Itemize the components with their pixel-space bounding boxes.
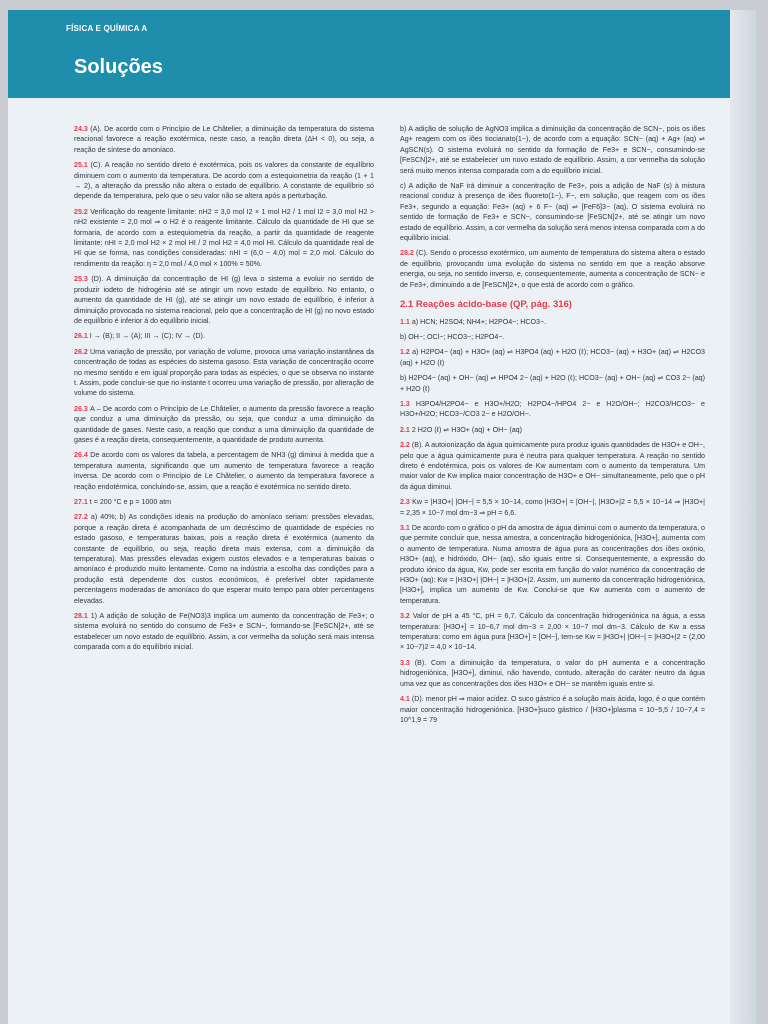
question-number: 1.2: [400, 348, 413, 357]
answer-text: Kw = |H3O+| |OH−| = 5,5 × 10−14, como |H3O+| = |OH−|, |H3O+|2 = 5,5 × 10−14 ⇒ |H3O+| = 2,35 × 10−7 mol dm−3 ⇒ pH = 6,6.: [400, 498, 705, 517]
page-edge: [730, 10, 756, 1024]
answer-text: Verificação do reagente limitante: nH2 = 3,0 mol I2 × 1 mol H2 / 1 mol I2 = 3,0 mol H2 > nH2 existente = 2,0 mol ⇒ o H2 é o reagente limitante. Cálculo da quantidade de HI que se formaria, de acordo com a estequiometria da reação, a partir da quantidade de reagente limitante: nHI = 2,0 mol H2 × 2 mol HI / 2 mol H2 = 4,0 mol HI. Cálculo da quantidade real de HI que se forma, nas condições consideradas: nHI = (6,0 − 4,0) mol = 2,0 mol. Cálculo do rendimento da reação: η = 2,0 mol / 4,0 mol × 100% = 50%.: [74, 207, 374, 268]
answer-paragraph: [400, 611, 705, 653]
answer-paragraph: [74, 124, 374, 155]
answer-text: 2 H2O (ℓ) ⇌ H3O+ (aq) + OH− (aq): [411, 425, 522, 434]
answer-paragraph: [74, 450, 374, 492]
answer-text: I → (B); II → (A); III → (C); IV → (D).: [89, 332, 205, 341]
question-number: 25.2: [74, 207, 91, 216]
answer-paragraph: [74, 497, 374, 507]
answer-text: De acordo com o gráfico o pH da amostra de água diminui com o aumento da temperatura, o que permite concluir que, nessa amostra, a concentração hidrogeniónica, [H3O+], aumenta com o aumento de temperatura. Numa amostra de água pura as concentrações dos iões oxónio, H3O+ (aq), e hidróxido, OH− (aq), são iguais entre si. Consequentemente, a expressão do produto iónico da água, Kw, pode ser escrita em função do valor numérico da concentração de H3O+ (aq): Kw = |H3O+| |OH−| = |H3O+|2. Assim, um aumento da concentração hidrogeniónica, [H3O+], implica um aumento de Kw. Conclui-se que Kw aumenta com o aumento de temperatura.: [400, 524, 705, 605]
answer-text: b) A adição de solução de AgNO3 implica a diminuição da concentração de SCN−, pois os iões Ag+ reagem com os iões tiocianato(1−), de acordo com a equação: SCN− (aq) + Ag+ (aq) ⇌ AgSCN(s). O sistema evoluirá no sentido da formação de Fe3+ e SCN−, consumindo-se [FeSCN]2+, até se estabelecer um novo estado de equilíbrio. Assim, a cor vermelha da solução será muito menos intensa comparada com a do equilíbrio inicial.: [400, 125, 705, 175]
answer-text: (D). menor pH ⇒ maior acidez. O suco gástrico é a solução mais ácida, logo, é o que contém maior concentração hidrogeniónica. [H3O+]suco gástrico / [H3O+]plasma = 10−5,5 / 10−7,4 = 10^1,9 = 79: [400, 695, 705, 724]
question-number: 25.3: [74, 275, 92, 284]
question-number: 24.3: [74, 125, 91, 133]
answer-text: Valor de pH a 45 °C, pH = 6,7. Cálculo da concentração hidrogeniónica na água, a essa temperatura: [H3O+] = 10−6,7 mol dm−3 = 2,00 × 10−7 mol dm−3. Cálculo de Kw a essa temperatura: como em água pura [H3O+] = [OH−], tem-se Kw = |H3O+| |OH−| = |H3O+|2 = (2,00 × 10−7)2 = 4,0 × 10−14.: [400, 612, 705, 652]
answer-paragraph: [400, 399, 705, 420]
question-number: 2.1: [400, 425, 412, 434]
answer-text: De acordo com os valores da tabela, a percentagem de NH3 (g) diminui à medida que a temperatura aumenta, significando que um aumento de temperatura favorece a reação inversa. De acordo com o Princípio de Le Châtelier, o aumento da temperatura favorece a reação endotérmica, concluindo-se, assim, que a reação é exotérmica no sentido direto.: [74, 451, 374, 491]
section-heading: 2.1 Reações ácido-base (QP, pág. 316): [400, 299, 572, 311]
right-column: [400, 124, 705, 730]
answer-paragraph: [74, 611, 374, 653]
answer-paragraph: [400, 425, 705, 435]
answer-paragraph: [400, 658, 705, 689]
answer-paragraph: [74, 207, 374, 269]
answer-text: Uma variação de pressão, por variação de volume, provoca uma variação instantânea da concentração de todas as espécies do sistema gasoso. Esta variação de concentração ocorre no mesmo sentido e em igual proporção para todas as espécies, o que se observa no instante t. Assim, pode concluir-se que no instante t ocorreu uma variação de pressão, por alteração de volume do sistema.: [74, 347, 374, 398]
answer-text: (B). Com a diminuição da temperatura, o valor do pH aumenta e a concentração hidrogeniónica, [H3O+], diminui, não havendo, contudo, alteração do caráter neutro da água uma vez que as concentrações dos iões H3O+ e OH− se mantêm iguais entre si.: [400, 658, 705, 688]
answer-paragraph: [400, 181, 705, 243]
answer-text: b) OH−; OCl−; HCO3−; H2PO4−.: [400, 332, 505, 341]
answer-paragraph: [400, 373, 705, 394]
question-number: 26.2: [74, 347, 91, 356]
question-number: 2.2: [400, 441, 412, 450]
question-number: 28.1: [74, 612, 91, 621]
answer-text: A – De acordo com o Princípio de Le Châtelier, o aumento da pressão favorece a reação que conduz a uma diminuição da pressão, ou seja, que conduz a uma diminuição da quantidade de gases. Neste caso, a reação que conduz a uma diminuição da quantidade de gases é a reação direta, consequentemente, a quantidade de produto aumenta.: [74, 404, 375, 444]
answer-paragraph: [400, 332, 705, 342]
page-title: Soluções: [74, 56, 163, 78]
answer-text: (C). A reação no sentido direto é exotérmica, pois os valores da constante de equilíbrio diminuem com o aumento da temperatura. De acordo com a estequiometria da reação (1 + 1 → 2), a alteração da pressão não altera o estado de equilíbrio. A constante de equilíbrio só depende da temperatura, pelo que o seu valor não se altera após a perturbação.: [74, 161, 375, 201]
answer-paragraph: [74, 331, 374, 341]
answer-text: H3PO4/H2PO4− e H3O+/H2O; H2PO4−/HPO4 2− e H2O/OH−; H2CO3/HCO3− e H3O+/H2O; HCO3−/CO3 2− e H2O/OH−.: [400, 399, 705, 419]
question-number: 4.1: [400, 695, 412, 704]
answer-text: (C). Sendo o processo exotérmico, um aumento de temperatura do sistema altera o estado de equilíbrio, provocando uma evolução do sistema no sentido em que a reação absorve energia, ou seja, no sentido inverso, e, consequentemente, aumenta a concentração de SCN− e de Fe3+, diminuindo a de [FeSCN]2+, o que está de acordo com o gráfico.: [400, 249, 706, 289]
answer-paragraph: [400, 347, 705, 368]
answer-paragraph: [74, 160, 374, 202]
question-number: 3.2: [400, 612, 413, 621]
answer-text: b) H2PO4− (aq) + OH− (aq) ⇌ HPO4 2− (aq) + H2O (ℓ); HCO3− (aq) + OH− (aq) ⇌ CO3 2− (aq) + H2O (ℓ): [400, 374, 705, 393]
question-number: 3.3: [400, 658, 415, 667]
answer-paragraph: [400, 248, 705, 290]
answer-paragraph: [74, 347, 374, 399]
answer-paragraph: [74, 274, 374, 326]
answer-paragraph: [400, 497, 705, 518]
answer-text: a) 40%; b) As condições ideais na produção do amoníaco seriam: pressões elevadas, porque a reação direta é acompanhada de um decréscimo de quantidade de espécies no estado gasoso, e temperaturas baixas, pois a reação direta é exotérmica (aumento da constante de equilíbrio, ou seja, reação direta mais extensa, com a diminuição da temperatura). Mas pressões elevadas exigem custos elevados e a temperaturas baixas o amoníaco é produzido muito lentamente. Como na indústria a escolha das condições para a produção está dependente dos custos económicos, é preferível obter rapidamente percentagens moderadas de amoníaco do que esperar muito tempo para obter percentagens elevadas.: [74, 513, 375, 605]
answer-paragraph: [400, 440, 705, 492]
answer-text: c) A adição de NaF irá diminuir a concentração de Fe3+, pois a adição de NaF (s) à mistura reacional conduz à presença de iões fluoreto(1−), F−, em solução, que reagem com os iões Fe3+, segundo a equação: Fe3+ (aq) + 6 F− (aq) ⇌ [FeF6]3− (aq). O sistema evoluirá no sentido de formação de Fe3+ e SCN−, consumindo-se [FeSCN]2+, até se atingir um novo estado de equilíbrio. Assim, a cor vermelha da solução será menos intensa comparada com a do equilíbrio inicial.: [400, 182, 705, 243]
question-number: 1.3: [400, 399, 416, 408]
answer-paragraph: [74, 404, 374, 446]
question-number: 2.3: [400, 498, 413, 507]
answer-text: t = 200 °C e p = 1000 atm: [89, 498, 172, 506]
answer-text: (A). De acordo com o Princípio de Le Châtelier, a diminuição da temperatura do sistema reacional favorece a reação exotérmica, neste caso, a reação direta (ΔH < 0), ou seja, a reação de síntese do amoníaco.: [74, 125, 375, 154]
answer-paragraph: [400, 523, 705, 606]
answer-text: a) HCN; H2SO4; NH4+; H2PO4−; HCO3−.: [411, 317, 547, 326]
answer-paragraph: [74, 512, 374, 606]
question-number: 26.1: [74, 332, 90, 341]
answer-paragraph: [400, 124, 705, 176]
answer-text: a) H2PO4− (aq) + H3O+ (aq) ⇌ H3PO4 (aq) + H2O (ℓ); HCO3− (aq) + H3O+ (aq) ⇌ H2CO3 (aq) + H2O (ℓ): [400, 348, 705, 367]
answer-text: 1) A adição de solução de Fe(NO3)3 implica um aumento da concentração de Fe3+; o sistema evoluirá no sentido do consumo de Fe3+ e SCN−, formando-se [FeSCN]2+, até se estabelecer um novo estado de equilíbrio. Assim, a cor vermelha da solução será mais intensa comparada com a do equilíbrio inicial.: [74, 612, 374, 652]
question-number: 3.1: [400, 524, 412, 532]
answer-text: (D). A diminuição da concentração de HI (g) leva o sistema a evoluir no sentido de produzir iodeto de hidrogénio até se atingir um novo estado de equilíbrio. No entanto, o aumento da quantidade de HI (g), até se atingir um novo estado de equilíbrio, é inferior à diminuição provocada no sistema reacional, pelo que a concentração de HI (g) no novo estado de equilíbrio é inferior à do equilíbrio inicial.: [74, 275, 374, 325]
answer-paragraph: [400, 317, 705, 327]
answer-text: (B). A autoionização da água quimicamente pura produz iguais quantidades de H3O+ e OH−, pelo que a água quimicamente pura é neutra para qualquer temperatura. A reação no sentido direto é endotérmica, pois os valores de Kw aumentam com o aumento da temperatura. Um maior valor de Kw implica maior concentração de H3O+ e OH− simultaneamente, pelo que o pH da água diminui.: [400, 441, 705, 491]
question-number: 1.1: [400, 317, 412, 326]
question-number: 27.2: [74, 513, 91, 522]
textbook-page: [8, 10, 756, 1024]
question-number: 28.2: [400, 249, 416, 258]
subject-label: FÍSICA E QUÍMICA A: [66, 24, 148, 33]
answer-paragraph: [400, 694, 705, 725]
question-number: 26.3: [74, 404, 91, 413]
question-number: 25.1: [74, 161, 91, 170]
left-column: [74, 124, 374, 658]
question-number: 26.4: [74, 451, 91, 460]
question-number: 27.1: [74, 498, 90, 506]
